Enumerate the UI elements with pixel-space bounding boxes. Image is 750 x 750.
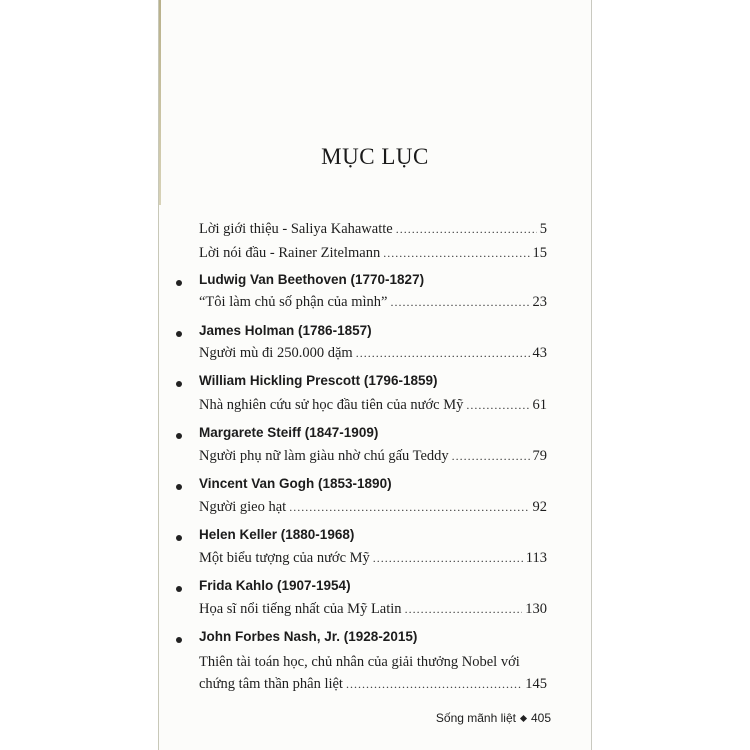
page-number: 405 — [530, 711, 551, 725]
dot-leader — [452, 449, 530, 464]
bullet-icon — [176, 484, 182, 490]
entry-text: Người gieo hạt — [199, 499, 287, 515]
entry-page: 5 — [539, 221, 547, 237]
running-title: Sống mãnh liệt — [435, 711, 516, 725]
entry-page: 113 — [525, 550, 547, 566]
toc-entry-introduction — [199, 221, 547, 238]
entry-page: 92 — [532, 499, 547, 515]
bullet-icon — [176, 586, 182, 592]
entry-page: 145 — [525, 676, 547, 692]
toc-entry — [199, 550, 547, 567]
dot-leader — [383, 246, 529, 261]
entry-page: 130 — [525, 601, 547, 617]
dot-leader — [373, 551, 523, 566]
entry-text: Lời nói đầu - Rainer Zitelmann — [199, 245, 381, 261]
bullet-icon — [176, 637, 182, 643]
entry-page: 79 — [532, 448, 547, 464]
toc-entry — [199, 345, 547, 362]
entry-text: Người mù đi 250.000 dặm — [199, 345, 353, 361]
chapter-name: Helen Keller (1880-1968) — [199, 527, 355, 542]
toc-entry — [199, 294, 547, 311]
toc-entry — [199, 397, 547, 414]
dot-leader — [396, 222, 537, 237]
bullet-icon — [176, 535, 182, 541]
diamond-icon — [520, 714, 527, 721]
chapter-name: Frida Kahlo (1907-1954) — [199, 578, 351, 593]
chapter-name: James Holman (1786-1857) — [199, 323, 372, 338]
entry-text: Nhà nghiên cứu sử học đầu tiên của nước Mỹ — [199, 397, 464, 413]
page-fold-shadow — [159, 0, 161, 205]
dot-leader — [356, 346, 530, 361]
toc-entry — [199, 448, 547, 465]
chapter-name: John Forbes Nash, Jr. (1928-2015) — [199, 629, 418, 644]
toc-entry — [199, 601, 547, 618]
toc-entry — [199, 676, 547, 693]
dot-leader — [346, 677, 522, 692]
entry-page: 23 — [532, 294, 547, 310]
entry-page: 61 — [532, 397, 547, 413]
chapter-name: Vincent Van Gogh (1853-1890) — [199, 476, 392, 491]
dot-leader — [289, 500, 529, 515]
toc-entry — [199, 499, 547, 516]
entry-text: chứng tâm thần phân liệt — [199, 676, 343, 692]
entry-text: Một biểu tượng của nước Mỹ — [199, 550, 370, 566]
dot-leader — [466, 398, 529, 413]
dot-leader — [405, 602, 523, 617]
book-page — [158, 0, 592, 750]
entry-text: Lời giới thiệu - Saliya Kahawatte — [199, 221, 393, 237]
bullet-icon — [176, 381, 182, 387]
chapter-name: William Hickling Prescott (1796-1859) — [199, 373, 438, 388]
entry-text: Họa sĩ nổi tiếng nhất của Mỹ Latin — [199, 601, 402, 617]
entry-page: 15 — [532, 245, 547, 261]
chapter-name: Margarete Steiff (1847-1909) — [199, 425, 379, 440]
dot-leader — [390, 295, 529, 310]
page-footer — [436, 711, 551, 725]
chapter-name: Ludwig Van Beethoven (1770-1827) — [199, 272, 425, 287]
toc-entry-preface — [199, 245, 547, 262]
entry-page: 43 — [532, 345, 547, 361]
bullet-icon — [176, 280, 182, 286]
entry-text: “Tôi làm chủ số phận của mình” — [199, 294, 388, 310]
bullet-icon — [176, 331, 182, 337]
toc-title: MỤC LỤC — [321, 144, 429, 169]
entry-text-line1: Thiên tài toán học, chủ nhân của giải thưởng Nobel với — [199, 654, 520, 670]
bullet-icon — [176, 433, 182, 439]
entry-text: Người phụ nữ làm giàu nhờ chú gấu Teddy — [199, 448, 449, 464]
